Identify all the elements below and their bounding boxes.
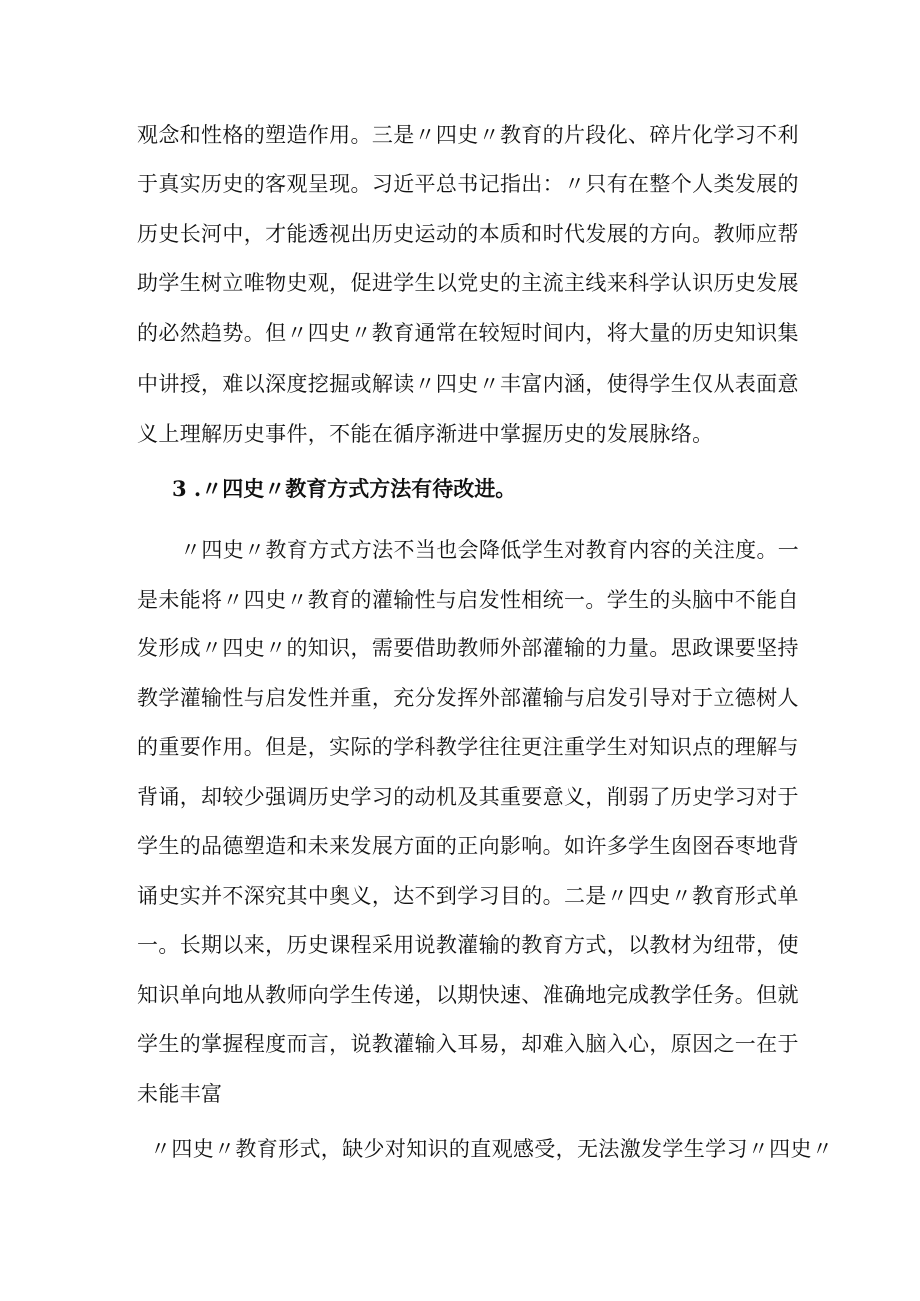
paragraph-2-line-10: 知识单向地从教师向学生传递，以期快速、准确地完成教学任务。但就 <box>137 983 799 1007</box>
paragraph-2-line-3: 发形成〃四史〃的知识，需要借助教师外部灌输的力量。思政课要坚持 <box>137 636 799 660</box>
paragraph-2-line-11: 学生的掌握程度而言，说教灌输入耳易，却难入脑入心，原因之一在于 <box>137 1032 799 1056</box>
paragraph-1-line-3: 历史长河中，才能透视出历史运动的本质和时代发展的方向。教师应帮 <box>137 222 799 246</box>
paragraph-2-line-7: 学生的品德塑造和未来发展方面的正向影响。如许多学生囱囹吞枣地背 <box>137 834 799 858</box>
section-heading-3: 3 .〃四史〃教育方式方法有待改进。 <box>172 476 517 501</box>
paragraph-2-line-4: 教学灌输性与启发性并重，充分发挥外部灌输与启发引导对于立德树人 <box>137 686 799 710</box>
paragraph-2-line-5: 的重要作用。但是，实际的学科教学往往更注重学生对知识点的理解与 <box>137 735 799 759</box>
paragraph-3-line-1: 〃四史〃教育形式，缺少对知识的直观感受，无法激发学生学习〃四史〃 <box>150 1137 834 1161</box>
paragraph-2-line-12: 未能丰富 <box>137 1082 223 1106</box>
paragraph-2-line-8: 诵史实并不深究其中奥义，达不到学习目的。二是〃四史〃教育形式单 <box>137 884 799 908</box>
paragraph-1-line-2: 于真实历史的客观呈现。习近平总书记指出：〃只有在整个人类发展的 <box>137 172 799 196</box>
paragraph-1-line-5: 的必然趋势。但〃四史〃教育通常在较短时间内，将大量的历史知识集 <box>137 321 799 345</box>
paragraph-1-line-1: 观念和性格的塑造作用。三是〃四史〃教育的片段化、碎片化学习不利 <box>137 123 799 147</box>
paragraph-1-line-7: 义上理解历史事件，不能在循序渐进中掌握历史的发展脉络。 <box>137 422 714 446</box>
paragraph-2-line-9: 一。长期以来，历史课程采用说教灌输的教育方式，以教材为纽带，使 <box>137 933 799 957</box>
paragraph-1-line-6: 中讲授，难以深度挖掘或解读〃四史〃丰富内涵，使得学生仅从表面意 <box>137 372 799 396</box>
paragraph-1-line-4: 助学生树立唯物史观，促进学生以党史的主流主线来科学认识历史发展 <box>137 271 799 295</box>
paragraph-2-line-6: 背诵，却较少强调历史学习的动机及其重要意义，削弱了历史学习对于 <box>137 785 799 809</box>
paragraph-2-line-1: 〃四史〃教育方式方法不当也会降低学生对教育内容的关注度。一 <box>180 538 800 562</box>
paragraph-2-line-2: 是未能将〃四史〃教育的灌输性与启发性相统一。学生的头脑中不能自 <box>137 588 799 612</box>
